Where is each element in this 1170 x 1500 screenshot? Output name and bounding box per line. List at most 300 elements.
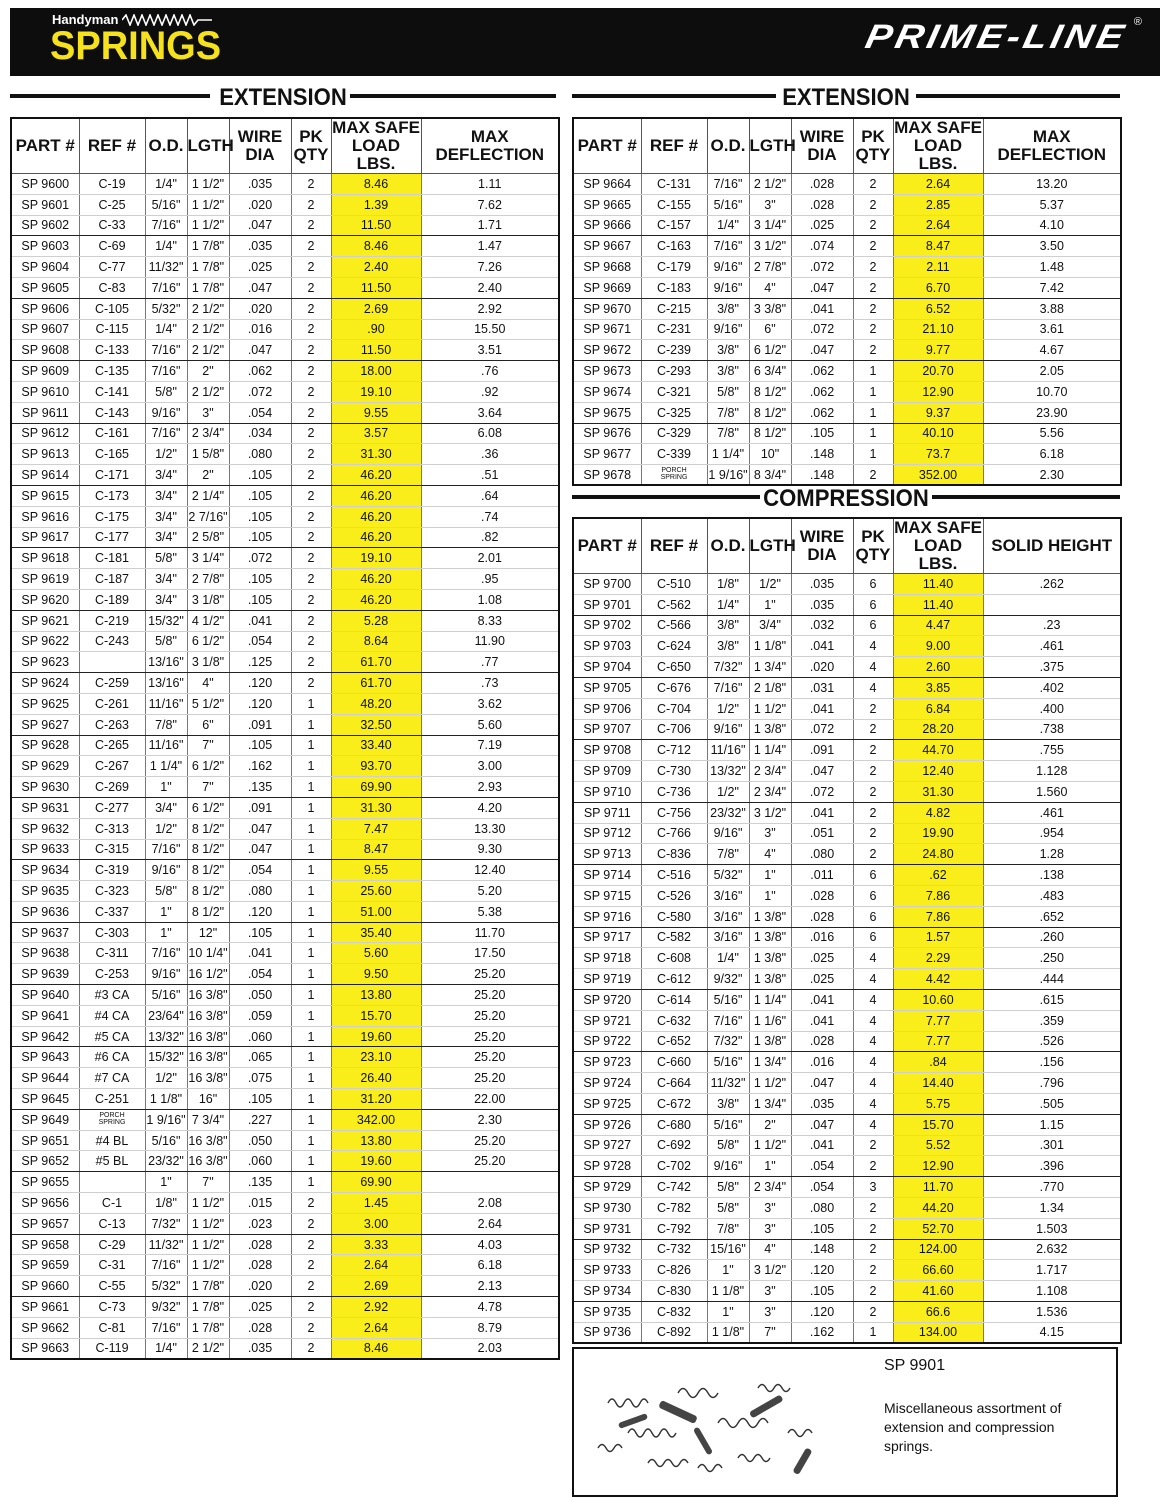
outer-diameter-cell: 9/16": [707, 277, 749, 298]
ref-number-cell: C-313: [79, 818, 145, 839]
part-number-cell: SP 9664: [573, 174, 641, 195]
outer-diameter-cell: 3/4": [145, 527, 187, 548]
last-value-cell: 6.18: [421, 1255, 559, 1276]
table-row: [11, 402, 559, 423]
part-number-cell: SP 9609: [11, 361, 79, 382]
length-cell: 1 7/8": [187, 277, 229, 298]
max-safe-load-cell: 33.40: [331, 735, 421, 756]
length-cell: 1 1/4": [749, 740, 791, 761]
pack-qty-cell: 6: [853, 927, 893, 948]
ref-number-cell: [641, 465, 707, 486]
length-cell: 1": [749, 865, 791, 886]
table-row: [573, 844, 1121, 865]
outer-diameter-cell: 3/16": [707, 906, 749, 927]
outer-diameter-cell: 11/32": [707, 1073, 749, 1094]
last-value-cell: [983, 594, 1121, 615]
ref-number-cell: C-33: [79, 215, 145, 236]
ref-number-cell: C-163: [641, 236, 707, 257]
table-row: [11, 589, 559, 610]
column-header: REF #: [641, 118, 707, 174]
pack-qty-cell: 1: [291, 839, 331, 860]
max-safe-load-cell: 26.40: [331, 1068, 421, 1089]
pack-qty-cell: 2: [291, 423, 331, 444]
table-row: [573, 1322, 1121, 1343]
max-safe-load-cell: 3.33: [331, 1234, 421, 1255]
max-safe-load-cell: 13.80: [331, 985, 421, 1006]
ref-number-cell: C-261: [79, 693, 145, 714]
table-row: [11, 818, 559, 839]
table-row: [11, 298, 559, 319]
length-cell: 3": [187, 402, 229, 423]
part-number-cell: SP 9718: [573, 948, 641, 969]
ref-number-cell: C-836: [641, 844, 707, 865]
max-safe-load-cell: 46.20: [331, 465, 421, 486]
ref-number-cell: C-259: [79, 673, 145, 694]
pack-qty-cell: 6: [853, 906, 893, 927]
length-cell: 2": [749, 1114, 791, 1135]
outer-diameter-cell: 1": [145, 901, 187, 922]
last-value-cell: 25.20: [421, 1047, 559, 1068]
part-number-cell: SP 9604: [11, 257, 79, 278]
last-value-cell: 4.10: [983, 215, 1121, 236]
outer-diameter-cell: 1 1/8": [707, 1281, 749, 1302]
ref-number-cell: C-624: [641, 636, 707, 657]
wire-diameter-cell: .120: [791, 1301, 853, 1322]
max-safe-load-cell: 11.50: [331, 215, 421, 236]
wire-diameter-cell: .035: [229, 236, 291, 257]
ref-number-cell: C-319: [79, 860, 145, 881]
table-row: [11, 1213, 559, 1234]
part-number-cell: SP 9716: [573, 906, 641, 927]
outer-diameter-cell: 9/16": [707, 319, 749, 340]
part-number-cell: SP 9700: [573, 574, 641, 595]
ref-number-cell: C-263: [79, 714, 145, 735]
last-value-cell: 10.70: [983, 381, 1121, 402]
wire-diameter-cell: .162: [791, 1322, 853, 1343]
outer-diameter-cell: 1 9/16": [707, 465, 749, 486]
ref-number-cell: C-792: [641, 1218, 707, 1239]
length-cell: 1 1/8": [749, 636, 791, 657]
outer-diameter-cell: 5/8": [145, 631, 187, 652]
kit-part-number: SP 9901: [884, 1357, 946, 1374]
length-cell: 4": [749, 277, 791, 298]
length-cell: 8 1/2": [187, 901, 229, 922]
pack-qty-cell: 2: [853, 802, 893, 823]
max-safe-load-cell: 66.6: [893, 1301, 983, 1322]
part-number-cell: SP 9730: [573, 1197, 641, 1218]
wire-diameter-cell: .054: [791, 1177, 853, 1198]
length-cell: 2": [187, 465, 229, 486]
left-extension-table: [10, 117, 560, 1360]
max-safe-load-cell: 2.85: [893, 194, 983, 215]
table-row: [573, 340, 1121, 361]
ref-number-cell: C-337: [79, 901, 145, 922]
last-value-cell: 11.70: [421, 922, 559, 943]
max-safe-load-cell: 2.40: [331, 257, 421, 278]
wire-diameter-cell: .041: [229, 943, 291, 964]
wire-diameter-cell: .016: [791, 927, 853, 948]
length-cell: 2 1/2": [749, 174, 791, 195]
part-number-cell: SP 9720: [573, 989, 641, 1010]
wire-diameter-cell: .072: [229, 548, 291, 569]
ref-number-cell: C-1: [79, 1193, 145, 1214]
part-number-cell: SP 9620: [11, 589, 79, 610]
outer-diameter-cell: 3/4": [145, 465, 187, 486]
outer-diameter-cell: 7/8": [145, 714, 187, 735]
ref-number-cell: C-672: [641, 1093, 707, 1114]
length-cell: 1 1/2": [749, 1073, 791, 1094]
max-safe-load-cell: 2.64: [893, 215, 983, 236]
max-safe-load-cell: 11.70: [893, 1177, 983, 1198]
outer-diameter-cell: 23/64": [145, 1005, 187, 1026]
ref-number-cell: C-329: [641, 423, 707, 444]
wire-diameter-cell: .105: [229, 1089, 291, 1110]
column-header: REF #: [641, 518, 707, 574]
table-row: [11, 174, 559, 195]
table-row: [573, 215, 1121, 236]
wire-diameter-cell: .080: [791, 1197, 853, 1218]
table-row: [573, 1260, 1121, 1281]
pack-qty-cell: 2: [291, 506, 331, 527]
last-value-cell: 4.20: [421, 797, 559, 818]
right-extension-title: EXTENSION: [572, 84, 1120, 108]
part-number-cell: SP 9677: [573, 444, 641, 465]
outer-diameter-cell: 5/16": [145, 194, 187, 215]
length-cell: 2 1/4": [187, 485, 229, 506]
table-row: [11, 1005, 559, 1026]
part-number-cell: SP 9674: [573, 381, 641, 402]
part-number-cell: SP 9607: [11, 319, 79, 340]
column-header: PART #: [573, 518, 641, 574]
max-safe-load-cell: 46.20: [331, 589, 421, 610]
pack-qty-cell: 2: [853, 761, 893, 782]
max-safe-load-cell: 2.92: [331, 1297, 421, 1318]
ref-number-cell: C-730: [641, 761, 707, 782]
part-number-cell: SP 9703: [573, 636, 641, 657]
last-value-cell: 25.20: [421, 1068, 559, 1089]
wire-diameter-cell: .035: [229, 174, 291, 195]
wire-diameter-cell: .125: [229, 652, 291, 673]
wire-diameter-cell: .062: [791, 381, 853, 402]
part-number-cell: SP 9619: [11, 569, 79, 590]
ref-number-cell: C-31: [79, 1255, 145, 1276]
table-row: [11, 901, 559, 922]
wire-diameter-cell: .120: [229, 673, 291, 694]
ref-number-cell: C-706: [641, 719, 707, 740]
table-row: [573, 1218, 1121, 1239]
length-cell: 1 3/8": [749, 927, 791, 948]
wire-diameter-cell: .025: [791, 969, 853, 990]
table-row: [573, 948, 1121, 969]
table-row: [573, 594, 1121, 615]
length-cell: 1 7/8": [187, 236, 229, 257]
pack-qty-cell: 1: [853, 444, 893, 465]
part-number-cell: SP 9717: [573, 927, 641, 948]
pack-qty-cell: 4: [853, 1052, 893, 1073]
last-value-cell: 6.08: [421, 423, 559, 444]
outer-diameter-cell: 5/16": [707, 194, 749, 215]
last-value-cell: .36: [421, 444, 559, 465]
part-number-cell: SP 9657: [11, 1213, 79, 1234]
length-cell: 1 1/2": [187, 1193, 229, 1214]
table-row: [573, 885, 1121, 906]
last-value-cell: 5.38: [421, 901, 559, 922]
wire-diameter-cell: .105: [791, 1218, 853, 1239]
max-safe-load-cell: 6.70: [893, 277, 983, 298]
table-row: [11, 673, 559, 694]
wire-diameter-cell: .025: [229, 1297, 291, 1318]
max-safe-load-cell: 5.28: [331, 610, 421, 631]
pack-qty-cell: 2: [291, 215, 331, 236]
max-safe-load-cell: 13.80: [331, 1130, 421, 1151]
wire-diameter-cell: .028: [791, 194, 853, 215]
last-value-cell: .51: [421, 465, 559, 486]
table-row: [11, 797, 559, 818]
table-row: [11, 1234, 559, 1255]
length-cell: 2 3/4": [749, 1177, 791, 1198]
part-number-cell: SP 9639: [11, 964, 79, 985]
table-row: [11, 444, 559, 465]
pack-qty-cell: 2: [291, 610, 331, 631]
table-row: [11, 236, 559, 257]
left-extension-title: EXTENSION: [10, 84, 556, 108]
table-row: [11, 340, 559, 361]
pack-qty-cell: 6: [853, 885, 893, 906]
max-safe-load-cell: 20.70: [893, 361, 983, 382]
pack-qty-cell: 2: [291, 465, 331, 486]
column-header: LGTH: [187, 118, 229, 174]
max-safe-load-cell: 18.00: [331, 361, 421, 382]
table-row: [11, 777, 559, 798]
table-row: [11, 1317, 559, 1338]
pack-qty-cell: 2: [853, 465, 893, 486]
last-value-cell: 1.108: [983, 1281, 1121, 1302]
table-row: [573, 194, 1121, 215]
wire-diameter-cell: .074: [791, 236, 853, 257]
outer-diameter-cell: 9/16": [145, 964, 187, 985]
max-safe-load-cell: 19.10: [331, 381, 421, 402]
ref-number-cell: C-165: [79, 444, 145, 465]
pack-qty-cell: 6: [853, 865, 893, 886]
length-cell: 7": [187, 777, 229, 798]
outer-diameter-cell: 3/4": [145, 569, 187, 590]
outer-diameter-cell: 9/16": [145, 402, 187, 423]
wire-diameter-cell: .041: [791, 636, 853, 657]
max-safe-load-cell: 73.7: [893, 444, 983, 465]
pack-qty-cell: 2: [291, 1213, 331, 1234]
pack-qty-cell: 2: [853, 1239, 893, 1260]
part-number-cell: SP 9708: [573, 740, 641, 761]
last-value-cell: 25.20: [421, 1151, 559, 1172]
length-cell: 8 1/2": [749, 381, 791, 402]
part-number-cell: SP 9731: [573, 1218, 641, 1239]
wire-diameter-cell: .105: [229, 589, 291, 610]
wire-diameter-cell: .080: [229, 881, 291, 902]
part-number-cell: SP 9644: [11, 1068, 79, 1089]
pack-qty-cell: 2: [853, 194, 893, 215]
wire-diameter-cell: .020: [791, 657, 853, 678]
column-header: O.D.: [145, 118, 187, 174]
pack-qty-cell: 1: [291, 1047, 331, 1068]
max-safe-load-cell: 69.90: [331, 1172, 421, 1193]
wire-diameter-cell: .091: [791, 740, 853, 761]
pack-qty-cell: 1: [291, 901, 331, 922]
max-safe-load-cell: 5.60: [331, 943, 421, 964]
outer-diameter-cell: 5/8": [707, 1177, 749, 1198]
pack-qty-cell: 1: [291, 756, 331, 777]
length-cell: 1": [749, 1156, 791, 1177]
ref-number-cell: C-155: [641, 194, 707, 215]
max-safe-load-cell: 2.11: [893, 257, 983, 278]
part-number-cell: SP 9726: [573, 1114, 641, 1135]
wire-diameter-cell: .059: [229, 1005, 291, 1026]
wire-diameter-cell: .062: [791, 402, 853, 423]
max-safe-load-cell: 2.29: [893, 948, 983, 969]
outer-diameter-cell: 7/16": [145, 839, 187, 860]
pack-qty-cell: 1: [291, 860, 331, 881]
last-value-cell: 1.28: [983, 844, 1121, 865]
table-row: [573, 1073, 1121, 1094]
part-number-cell: SP 9665: [573, 194, 641, 215]
ref-number-cell: C-161: [79, 423, 145, 444]
wire-diameter-cell: .041: [229, 610, 291, 631]
ref-number-cell: C-143: [79, 402, 145, 423]
max-safe-load-cell: 352.00: [893, 465, 983, 486]
max-safe-load-cell: 31.30: [331, 797, 421, 818]
part-number-cell: SP 9623: [11, 652, 79, 673]
table-row: [573, 615, 1121, 636]
wire-diameter-cell: .091: [229, 797, 291, 818]
part-number-cell: SP 9724: [573, 1073, 641, 1094]
table-row: [11, 1338, 559, 1359]
column-header: MAX DEFLECTION: [983, 118, 1121, 174]
table-row: [11, 839, 559, 860]
outer-diameter-cell: 7/16": [145, 1317, 187, 1338]
max-safe-load-cell: 4.47: [893, 615, 983, 636]
column-header: O.D.: [707, 118, 749, 174]
part-number-cell: SP 9713: [573, 844, 641, 865]
part-number-cell: SP 9728: [573, 1156, 641, 1177]
last-value-cell: .301: [983, 1135, 1121, 1156]
length-cell: 2 3/4": [749, 781, 791, 802]
length-cell: 2 1/2": [187, 381, 229, 402]
last-value-cell: .95: [421, 569, 559, 590]
outer-diameter-cell: 3/4": [145, 589, 187, 610]
compression-title: COMPRESSION: [572, 485, 1120, 509]
pack-qty-cell: 2: [853, 1135, 893, 1156]
pack-qty-cell: 1: [291, 1026, 331, 1047]
table-row: [573, 444, 1121, 465]
pack-qty-cell: 2: [291, 548, 331, 569]
table-row: [11, 693, 559, 714]
last-value-cell: .73: [421, 673, 559, 694]
length-cell: 16 3/8": [187, 1130, 229, 1151]
pack-qty-cell: 1: [291, 943, 331, 964]
table-row: [573, 319, 1121, 340]
part-number-cell: SP 9671: [573, 319, 641, 340]
last-value-cell: 5.56: [983, 423, 1121, 444]
wire-diameter-cell: .041: [791, 1010, 853, 1031]
table-row: [11, 277, 559, 298]
max-safe-load-cell: 19.10: [331, 548, 421, 569]
last-value-cell: 7.26: [421, 257, 559, 278]
part-number-cell: SP 9732: [573, 1239, 641, 1260]
max-safe-load-cell: 46.20: [331, 569, 421, 590]
part-number-cell: SP 9613: [11, 444, 79, 465]
pack-qty-cell: 2: [291, 569, 331, 590]
table-row: [11, 922, 559, 943]
part-number-cell: SP 9638: [11, 943, 79, 964]
outer-diameter-cell: 1/2": [707, 698, 749, 719]
part-number-cell: SP 9701: [573, 594, 641, 615]
pack-qty-cell: 1: [291, 797, 331, 818]
table-row: [11, 215, 559, 236]
part-number-cell: SP 9729: [573, 1177, 641, 1198]
ref-number-cell: C-632: [641, 1010, 707, 1031]
last-value-cell: 4.15: [983, 1322, 1121, 1343]
length-cell: 4 1/2": [187, 610, 229, 631]
outer-diameter-cell: 3/8": [707, 1093, 749, 1114]
max-safe-load-cell: 31.30: [893, 781, 983, 802]
pack-qty-cell: 2: [291, 298, 331, 319]
ref-number-cell: C-580: [641, 906, 707, 927]
part-number-cell: SP 9610: [11, 381, 79, 402]
registered-mark: ®: [1133, 16, 1142, 28]
last-value-cell: 3.51: [421, 340, 559, 361]
last-value-cell: 3.62: [421, 693, 559, 714]
wire-diameter-cell: .105: [229, 569, 291, 590]
outer-diameter-cell: 5/8": [707, 381, 749, 402]
wire-diameter-cell: .020: [229, 1276, 291, 1297]
max-safe-load-cell: 7.86: [893, 885, 983, 906]
ref-number-cell: C-135: [79, 361, 145, 382]
ref-number-cell: C-83: [79, 277, 145, 298]
length-cell: 16 3/8": [187, 985, 229, 1006]
length-cell: 16 1/2": [187, 964, 229, 985]
outer-diameter-cell: 1": [145, 1172, 187, 1193]
wire-diameter-cell: .105: [229, 527, 291, 548]
outer-diameter-cell: 5/8": [145, 548, 187, 569]
outer-diameter-cell: 1/4": [145, 174, 187, 195]
max-safe-load-cell: 8.46: [331, 1338, 421, 1359]
part-number-cell: SP 9725: [573, 1093, 641, 1114]
pack-qty-cell: 1: [291, 1172, 331, 1193]
ref-number-cell: C-566: [641, 615, 707, 636]
outer-diameter-cell: 1/2": [145, 444, 187, 465]
part-number-cell: SP 9637: [11, 922, 79, 943]
length-cell: 2 1/2": [187, 1338, 229, 1359]
table-row: [573, 781, 1121, 802]
length-cell: 1 3/4": [749, 1093, 791, 1114]
ref-number-cell: C-253: [79, 964, 145, 985]
table-row: [11, 1172, 559, 1193]
max-safe-load-cell: 12.40: [893, 761, 983, 782]
right-extension-table: [572, 117, 1122, 486]
pack-qty-cell: 2: [853, 844, 893, 865]
wire-diameter-cell: .060: [229, 1026, 291, 1047]
wire-diameter-cell: .135: [229, 1172, 291, 1193]
wire-diameter-cell: .091: [229, 714, 291, 735]
part-number-cell: SP 9722: [573, 1031, 641, 1052]
wire-diameter-cell: .041: [791, 298, 853, 319]
part-number-cell: SP 9727: [573, 1135, 641, 1156]
table-row: [11, 1068, 559, 1089]
last-value-cell: 7.42: [983, 277, 1121, 298]
part-number-cell: SP 9642: [11, 1026, 79, 1047]
header-row: [573, 118, 1121, 174]
max-safe-load-cell: 2.64: [331, 1255, 421, 1276]
table-row: [573, 1177, 1121, 1198]
